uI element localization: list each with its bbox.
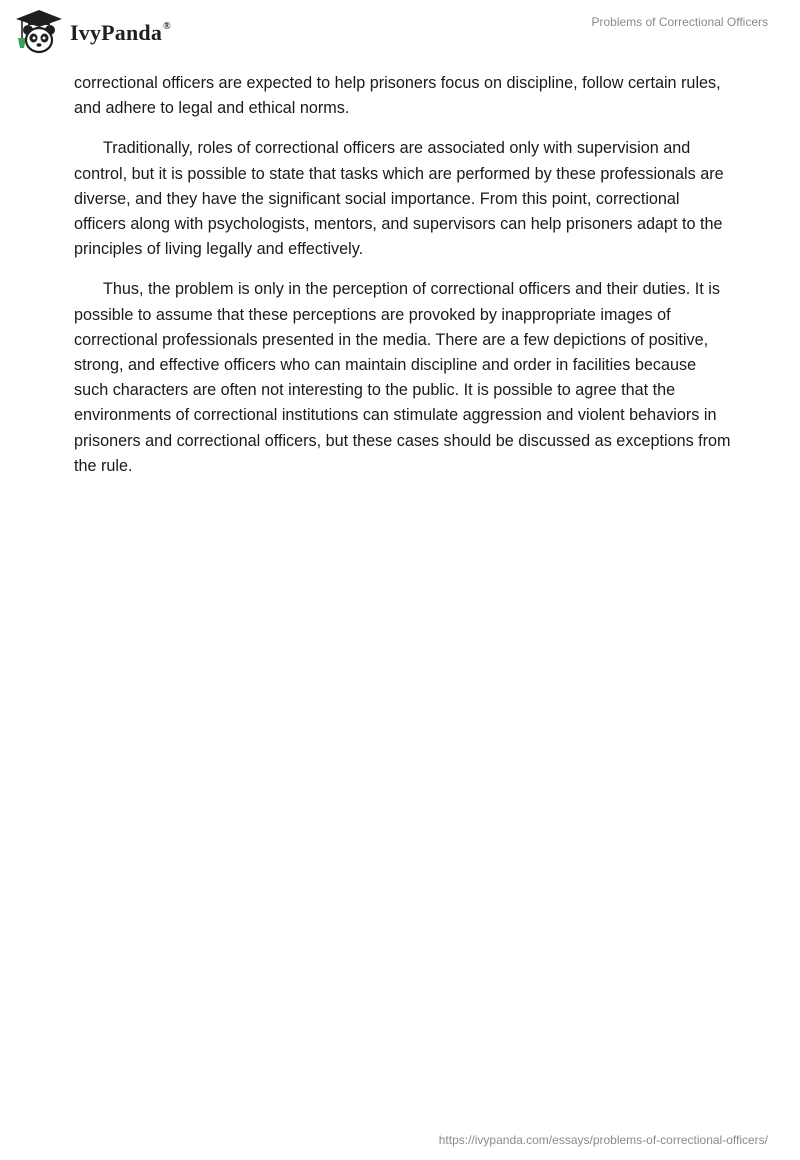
brand-name: IvyPanda® xyxy=(70,20,171,45)
source-url[interactable]: https://ivypanda.com/essays/problems-of-correctional-officers/ xyxy=(438,1133,768,1147)
running-title: Problems of Correctional Officers xyxy=(591,15,768,29)
panda-graduate-icon xyxy=(14,8,64,56)
essay-body xyxy=(74,71,734,494)
paragraph-1: correctional officers are expected to help prisoners focus on discipline, follow certain rules, and adhere to legal and ethical norms. xyxy=(74,74,721,118)
paragraph-2: Traditionally, roles of correctional officers are associated only with supervision and control, but it is possible to state that tasks which are performed by these professionals are diverse, and they have the significant social importance. From this point, correctional officers along with psychologists, mentors, and supervisors can help prisoners adapt to the principles of living legally and effectively. xyxy=(74,139,724,259)
page-header xyxy=(0,0,800,64)
ivypanda-logo[interactable] xyxy=(14,8,171,56)
paragraph-3: Thus, the problem is only in the perception of correctional officers and their duties. It is possible to assume that these perceptions are provoked by inappropriate images of correctional professionals presented in the media. There are a few depictions of positive, strong, and effective officers who can maintain discipline and order in facilities because such characters are often not interesting to the public. It is possible to agree that the environments of correctional institutions can stimulate aggression and violent behaviors in prisoners and correctional officers, but these cases should be discussed as exceptions from the rule. xyxy=(74,280,731,475)
